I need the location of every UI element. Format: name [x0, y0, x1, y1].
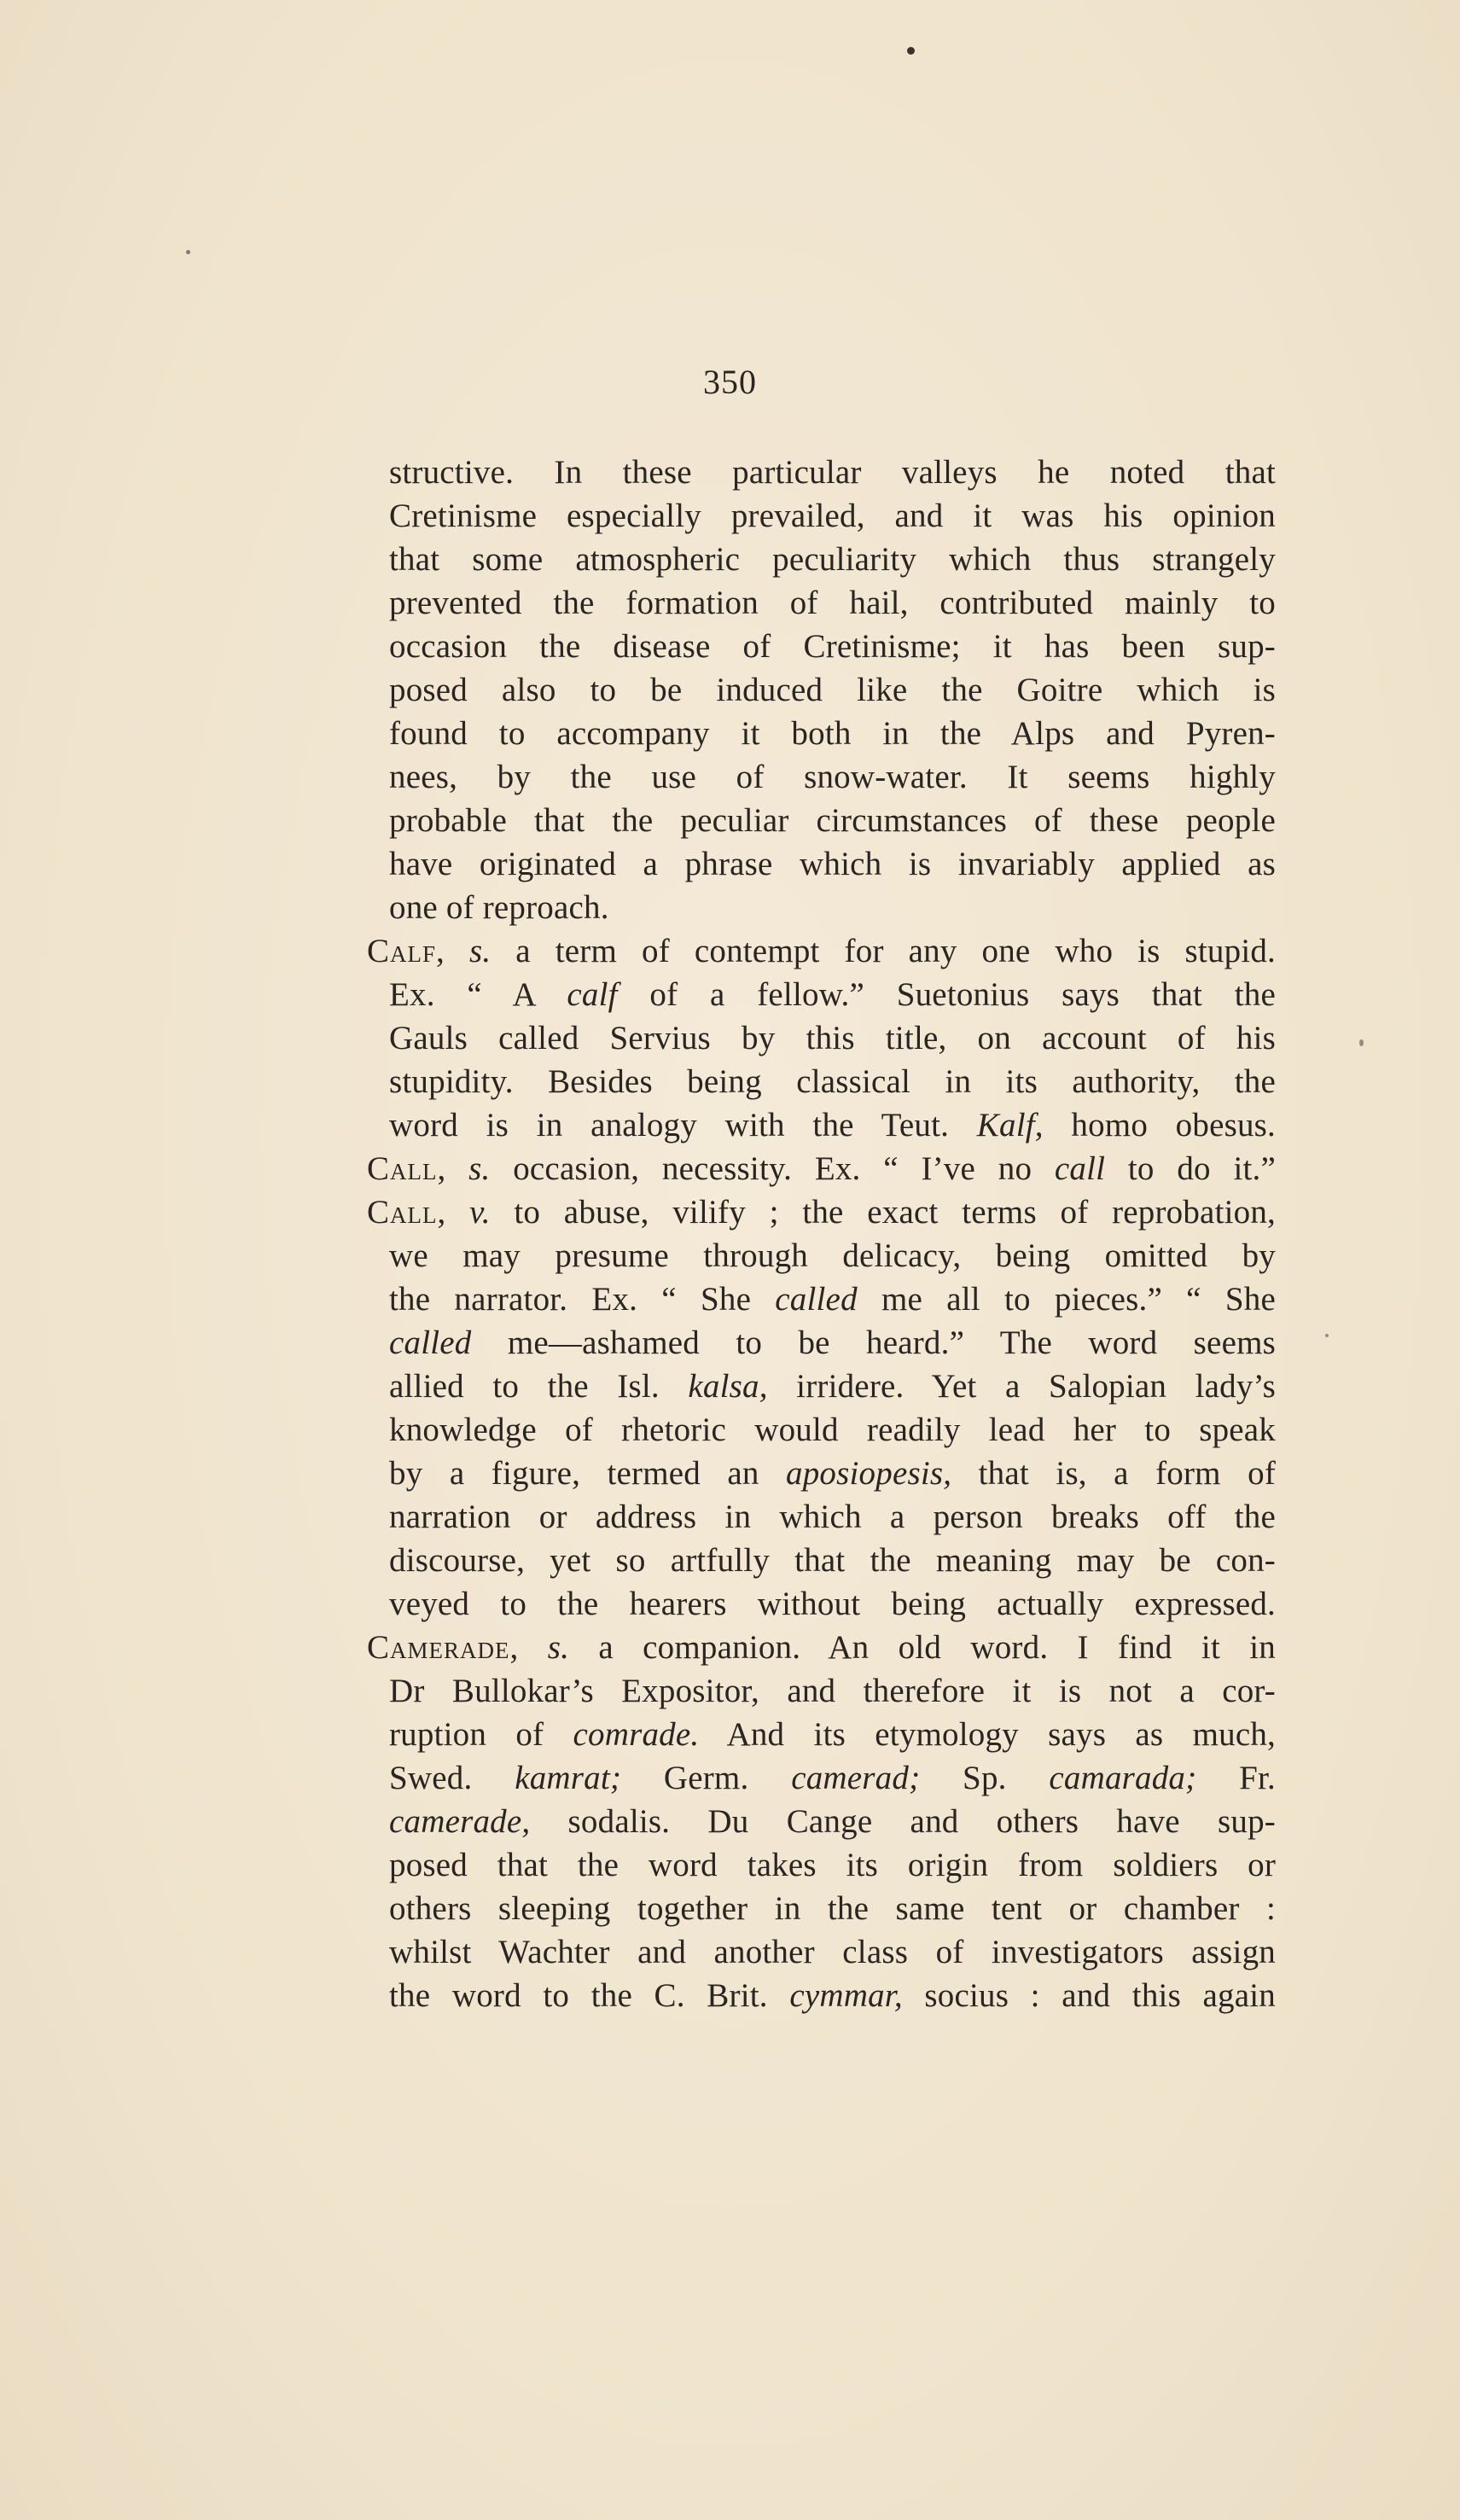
text-line: [367, 1277, 1276, 1321]
text-segment: Dr Bullokar’s Expositor, and therefore it is not a cor-: [389, 1673, 1276, 1709]
text-segment: discourse, yet so artfully that the meaning may be con-: [389, 1542, 1276, 1579]
text-segment: ,: [509, 1629, 548, 1666]
entry-headword: Calf: [367, 933, 437, 969]
text-line: [367, 1321, 1276, 1365]
text-line: [367, 1974, 1276, 2017]
italic-term: s.: [468, 933, 492, 969]
text-line: [367, 1365, 1276, 1408]
italic-term: v.: [469, 1194, 491, 1231]
text-line: [367, 1930, 1276, 1974]
italic-term: comrade.: [573, 1716, 700, 1753]
text-line: [367, 712, 1276, 755]
text-segment: structive. In these particular valleys he noted that: [389, 454, 1276, 491]
italic-term: camerad;: [791, 1760, 921, 1796]
text-segment: knowledge of rhetoric would readily lead her to speak: [389, 1411, 1276, 1448]
text-segment: we may presume through delicacy, being omitted by: [389, 1237, 1276, 1274]
page-number: 350: [703, 363, 757, 401]
text-segment: homo obesus.: [1043, 1107, 1276, 1144]
text-segment: by a figure, termed an: [389, 1455, 787, 1492]
text-segment: a companion. An old word. I find it in: [569, 1629, 1276, 1666]
print-speck: [907, 47, 915, 55]
text-segment: the narrator. Ex. “ She: [389, 1281, 776, 1318]
italic-term: camerade,: [389, 1803, 531, 1840]
text-segment: occasion, necessity. Ex. “ I’ve no: [490, 1150, 1055, 1187]
entry-headword: Camerade: [367, 1629, 510, 1666]
text-segment: narration or address in which a person breaks off the: [389, 1499, 1276, 1535]
text-segment: prevented the formation of hail, contributed mainly to: [389, 585, 1276, 621]
italic-term: calf: [567, 976, 618, 1013]
italic-term: s.: [468, 1150, 491, 1187]
text-segment: stupidity. Besides being classical in its authority, the: [389, 1063, 1276, 1100]
text-segment: Gauls called Servius by this title, on account of his: [389, 1020, 1276, 1056]
print-speck: [186, 250, 190, 254]
text-segment: Swed.: [389, 1760, 515, 1796]
text-segment: sodalis. Du Cange and others have sup-: [530, 1803, 1276, 1840]
text-segment: ,: [437, 1194, 470, 1231]
text-line: [367, 1626, 1276, 1669]
italic-term: s.: [547, 1629, 570, 1666]
text-line: [367, 1582, 1276, 1626]
text-line: [367, 581, 1276, 625]
entry-headword: Call: [367, 1194, 438, 1231]
text-segment: Fr.: [1196, 1760, 1276, 1796]
italic-term: called: [389, 1324, 472, 1361]
text-segment: ruption of: [389, 1716, 573, 1753]
print-speck: [1359, 1039, 1364, 1046]
text-segment: others sleeping together in the same tent or chamber :: [389, 1890, 1276, 1927]
text-segment: word is in analogy with the Teut.: [389, 1107, 977, 1144]
entry-headword: Call: [367, 1150, 438, 1187]
italic-term: kalsa,: [688, 1368, 768, 1405]
text-line: [367, 1713, 1276, 1756]
text-segment: one of reproach.: [389, 889, 609, 926]
text-segment: occasion the disease of Cretinisme; it has been sup-: [389, 628, 1276, 665]
text-segment: to abuse, vilify ; the exact terms of reprobation,: [490, 1194, 1276, 1231]
text-segment: of a fellow.” Suetonius says that the: [617, 976, 1277, 1013]
text-segment: to do it.”: [1105, 1150, 1276, 1187]
text-segment: found to accompany it both in the Alps and Pyren-: [389, 715, 1276, 752]
italic-term: cymmar,: [789, 1977, 903, 2014]
text-segment: Sp.: [920, 1760, 1050, 1796]
text-line: [367, 1756, 1276, 1800]
text-line: [367, 1234, 1276, 1277]
text-segment: veyed to the hearers without being actually expressed.: [389, 1586, 1276, 1622]
text-segment: socius : and this again: [902, 1977, 1277, 2014]
text-segment: have originated a phrase which is invariably applied as: [389, 846, 1276, 882]
text-line: [367, 1060, 1276, 1103]
italic-term: Kalf,: [976, 1107, 1044, 1144]
text-line: [367, 625, 1276, 668]
text-segment: And its etymology says as much,: [699, 1716, 1276, 1753]
text-segment: ,: [436, 933, 469, 969]
text-line: [367, 842, 1276, 886]
text-line: [367, 1669, 1276, 1713]
text-line: [367, 1190, 1276, 1234]
text-segment: Ex. “ A: [389, 976, 567, 1013]
text-line: [367, 668, 1276, 712]
italic-term: aposiopesis,: [786, 1455, 952, 1492]
text-line: [367, 973, 1276, 1016]
text-segment: me all to pieces.” “ She: [857, 1281, 1276, 1318]
text-line: [367, 1452, 1276, 1495]
text-segment: nees, by the use of snow-water. It seems highly: [389, 759, 1276, 795]
italic-term: called: [775, 1281, 858, 1318]
text-line: [367, 1843, 1276, 1887]
text-line: [367, 755, 1276, 799]
text-segment: probable that the peculiar circumstances of these people: [389, 802, 1276, 839]
text-line: [367, 886, 1276, 929]
text-segment: a term of contempt for any one who is stupid.: [491, 933, 1277, 969]
text-segment: that is, a form of: [951, 1455, 1277, 1492]
text-line: [367, 1495, 1276, 1539]
text-line: [367, 1539, 1276, 1582]
text-line: [367, 1887, 1276, 1930]
text-line: [367, 1800, 1276, 1843]
text-line: [367, 538, 1276, 581]
text-segment: me—ashamed to be heard.” The word seems: [471, 1324, 1276, 1361]
print-speck: [1325, 1334, 1329, 1337]
text-line: [367, 1103, 1276, 1147]
text-line: [367, 799, 1276, 842]
text-line: [367, 1408, 1276, 1452]
text-segment: irridere. Yet a Salopian lady’s: [767, 1368, 1276, 1405]
italic-term: camarada;: [1049, 1760, 1197, 1796]
text-segment: the word to the C. Brit.: [389, 1977, 790, 2014]
text-segment: ,: [437, 1150, 469, 1187]
text-line: [367, 1147, 1276, 1190]
text-line: [367, 494, 1276, 538]
text-line: [367, 1016, 1276, 1060]
text-segment: Cretinisme especially prevailed, and it was his opinion: [389, 498, 1276, 534]
text-segment: that some atmospheric peculiarity which thus strangely: [389, 541, 1276, 578]
italic-term: call: [1054, 1150, 1106, 1187]
text-segment: whilst Wachter and another class of investigators assign: [389, 1934, 1276, 1970]
page-body-text: [367, 451, 1276, 2017]
italic-term: kamrat;: [515, 1760, 622, 1796]
text-segment: Germ.: [621, 1760, 792, 1796]
text-line: [367, 929, 1276, 973]
text-segment: posed also to be induced like the Goitre which is: [389, 672, 1276, 708]
text-segment: posed that the word takes its origin from soldiers or: [389, 1847, 1276, 1883]
text-line: [367, 451, 1276, 494]
text-segment: allied to the Isl.: [389, 1368, 689, 1405]
